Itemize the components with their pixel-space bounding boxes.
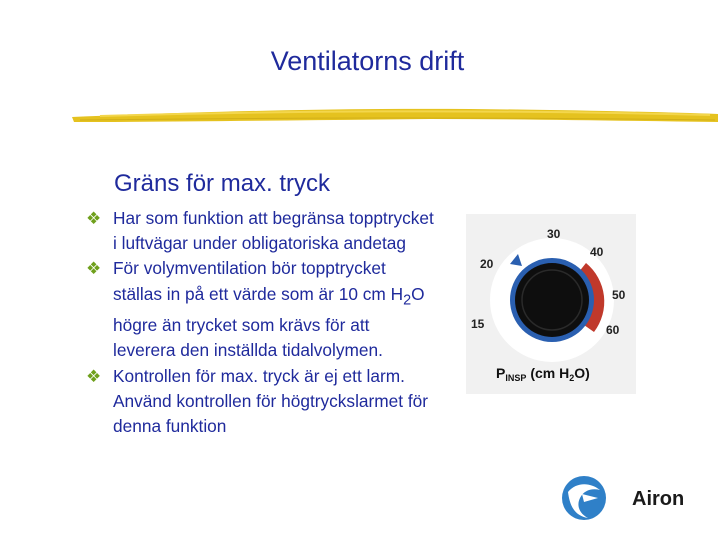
bullet-text: Har som funktion att begränsa topptrycket i luftvägar under obligatoriska andetag [113,208,434,254]
dial-knob [515,263,589,337]
airon-logo-text: Airon [632,488,685,510]
pinsp-dial-image [466,214,636,394]
dial-label: $P_{INSP}$ (cm $H_2O$) [496,365,590,383]
bullet-text: Kontrollen för max. tryck är ej ett larm. Använd kontrollen för högtryckslarmet för denna funktion [113,365,429,437]
dial-scale-30: 30 [547,227,561,241]
dial-scale-40: 40 [590,245,604,259]
slide-subtitle: Gräns för max. tryck [114,170,331,197]
bullet-text-continued: O högre än trycket som krävs för att leverera den inställda tidalvolymen. [113,283,425,361]
diamond-bullet-icon: ❖ [86,209,102,228]
airon-logo [554,468,694,528]
diamond-bullet-icon: ❖ [86,366,102,386]
yellow-brush-divider [70,100,720,132]
slide-title: Ventilatorns drift [270,46,465,76]
dial-scale-20: 20 [480,257,494,271]
dial-scale-60: 60 [606,323,620,337]
bullet-text: För volymventilation bör topptrycket ställas in på ett värde som är 10 cm H [113,258,404,304]
dial-scale-15: 15 [471,317,485,331]
bullet-list [86,206,436,439]
dial-scale-50: 50 [612,288,626,302]
bullet-item [86,206,436,256]
bullet-item [86,364,436,440]
bullet-item [86,256,436,363]
diamond-bullet-icon: ❖ [86,259,102,279]
bullet-subscript: 2 [403,292,412,309]
